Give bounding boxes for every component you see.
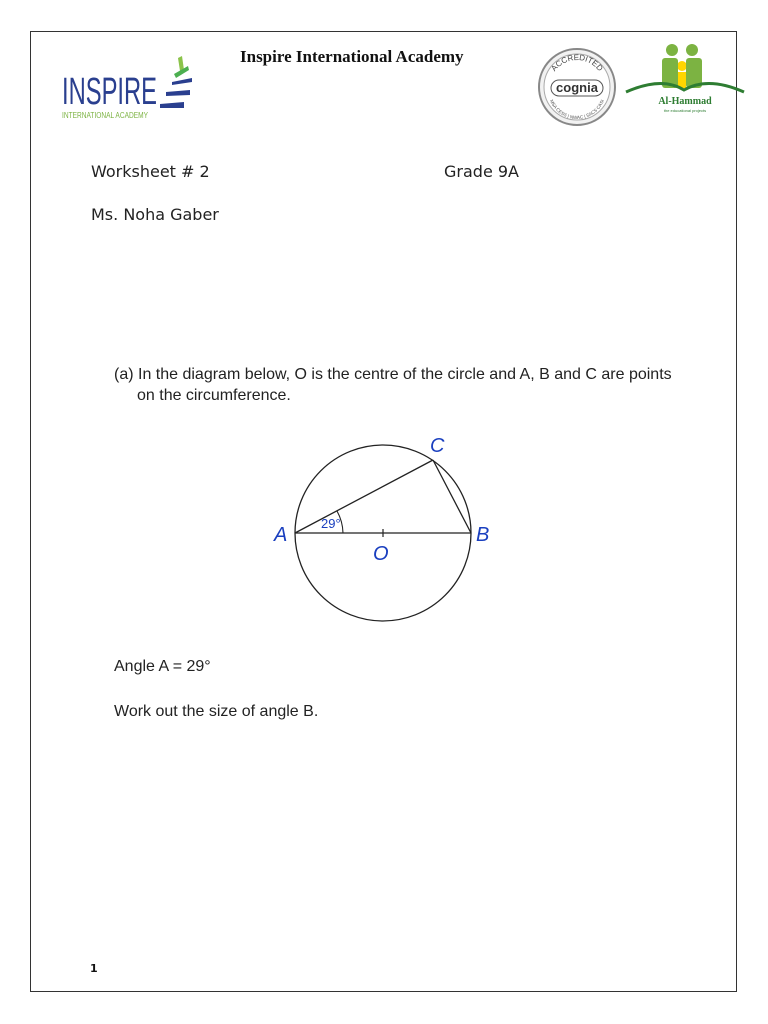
chord-ac <box>295 460 433 533</box>
al-hammad-wordmark: Al-Hammad <box>658 96 712 107</box>
point-a-label: A <box>274 524 288 546</box>
question-line-2: on the circumference. <box>137 387 291 404</box>
inspire-logo <box>60 52 200 124</box>
point-o-label: O <box>373 543 389 565</box>
al-hammad-logo <box>622 42 748 114</box>
school-name: Inspire International Academy <box>240 47 464 66</box>
task-text: Work out the size of angle B. <box>114 703 319 720</box>
family-figures-icon <box>662 44 702 88</box>
grade-label: Grade 9A <box>444 162 519 181</box>
angle-a-value: 29° <box>321 516 341 531</box>
inspire-logo-subtitle: INTERNATIONAL ACADEMY <box>62 111 149 120</box>
teacher-name: Ms. Noha Gaber <box>91 205 219 224</box>
cognia-regions-text: MSA CESS | NWAC | SACS CASI <box>548 98 605 121</box>
worksheet-title: Worksheet # 2 <box>91 162 210 181</box>
given-angle-text: Angle A = 29° <box>114 658 211 675</box>
inspire-rays-icon <box>160 56 192 108</box>
cognia-accreditation-seal <box>536 46 618 128</box>
al-hammad-tagline: the educational projects <box>663 108 707 113</box>
point-b-label: B <box>476 524 490 546</box>
point-c-label: C <box>430 435 445 457</box>
question-line-1: (a) In the diagram below, O is the centre of the circle and A, B and C are points <box>114 366 672 383</box>
circle-diagram <box>270 432 500 632</box>
cognia-wordmark: cognia <box>556 80 598 95</box>
chord-cb <box>433 460 471 533</box>
page-number: 1 <box>90 962 98 975</box>
cognia-accredited-text: ACCREDITED <box>549 52 605 73</box>
inspire-logo-wordmark: INSPIRE <box>62 71 157 113</box>
